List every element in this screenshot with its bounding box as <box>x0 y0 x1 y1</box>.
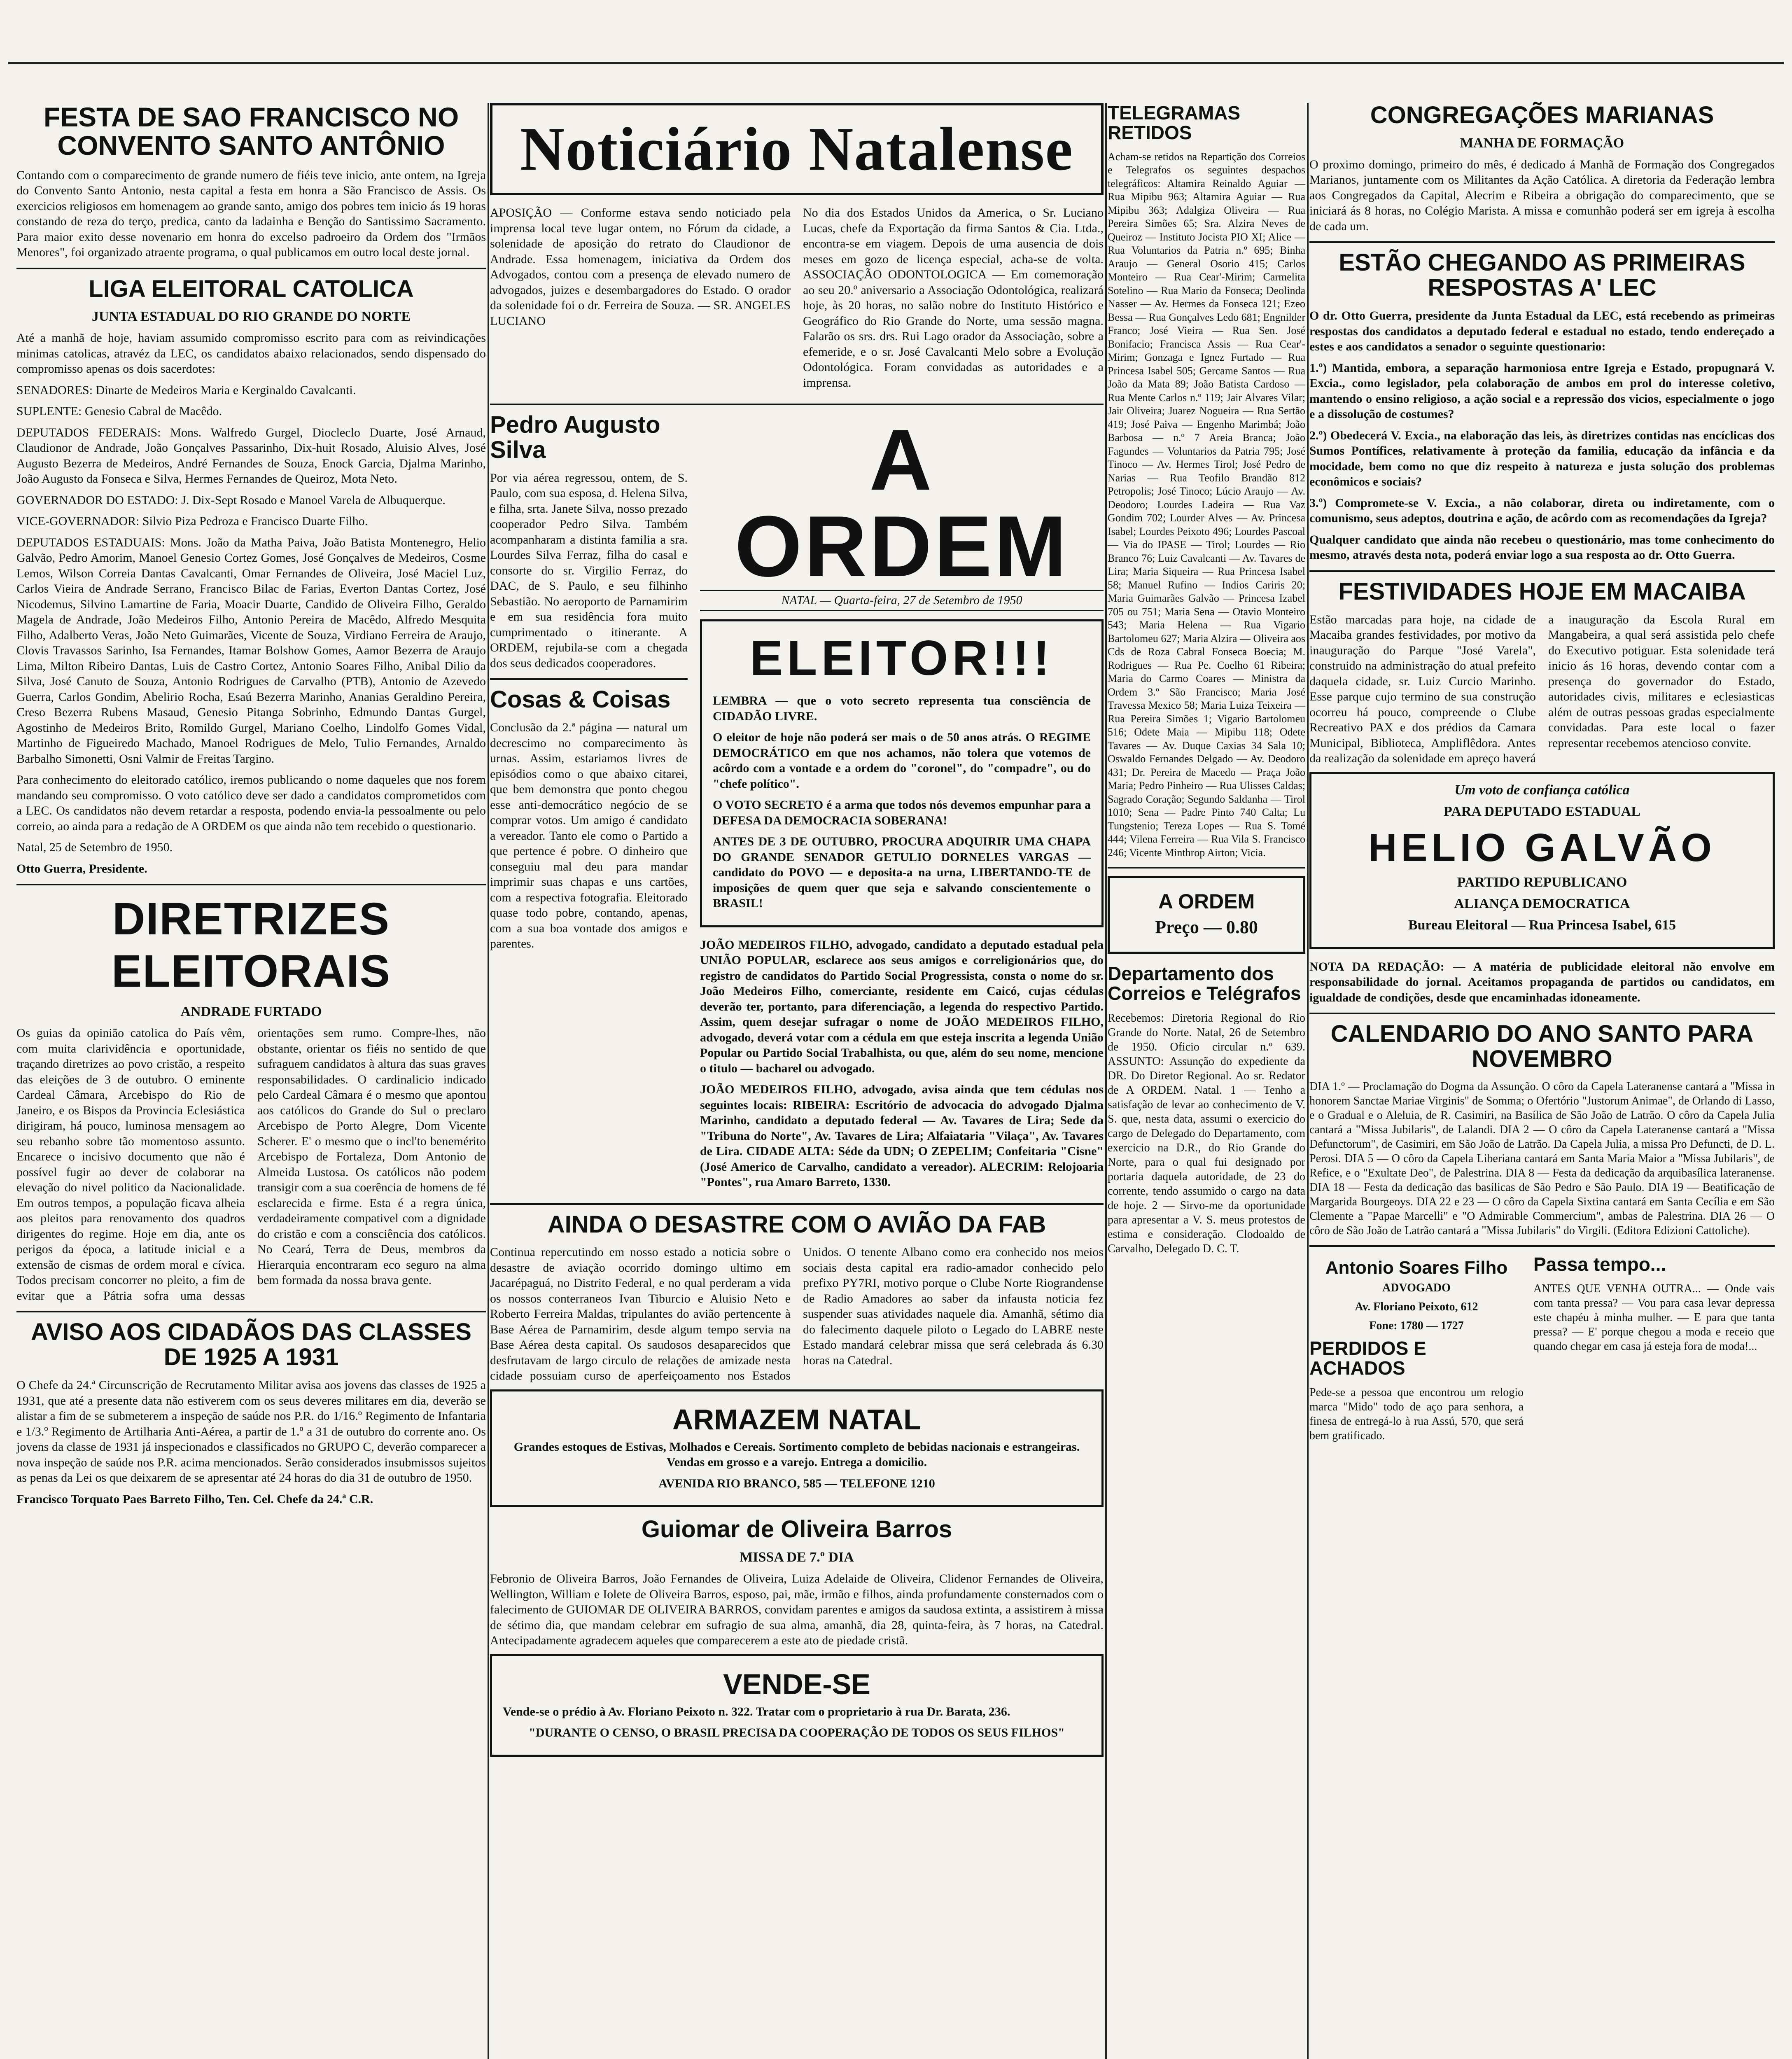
column-right <box>1309 103 1775 1449</box>
armazem-text: Grandes estoques de Estivas, Molhados e Cereais. Sortimento completo de bebidas nacionais e estrangeiras. Vendas em grosso e a varejo. Entrega a domicilio. <box>513 1440 1080 1469</box>
top-rule <box>8 62 1784 64</box>
aviso-signature: Francisco Torquato Paes Barreto Filho, Ten. Cel. Chefe da 24.ª C.R. <box>16 1492 373 1506</box>
preco-box <box>1108 876 1305 954</box>
antonio-role: ADVOGADO <box>1382 1281 1451 1294</box>
a-ordem-masthead: A ORDEM <box>735 411 1069 595</box>
calendario-article <box>1309 1022 1775 1238</box>
antonio-phone: Fone: 1780 — 1727 <box>1369 1319 1464 1332</box>
column-narrow <box>1108 103 1305 1262</box>
estao-chegando-article <box>1309 250 1775 563</box>
armazem-address: AVENIDA RIO BRANCO, 585 — TELEFONE 1210 <box>658 1476 935 1490</box>
eleitor-p2: O VOTO SECRETO é a arma que todos nós devemos empunhar para a DEFESA DA DEMOCRACIA SOBERANA! <box>713 798 1091 827</box>
eleitor-p1: O eleitor de hoje não poderá ser mais o de 50 anos atrás. O REGIME DEMOCRÁTICO em que nos achamos, não tolera que votemos de acôrdo com a vontade e a ordem do "coronel", do "compadre", ou do "chefe político". <box>713 731 1091 791</box>
noticias-left: APOSIÇÃO — Conforme estava sendo noticiado pela imprensa local teve lugar ontem, no Fórum da cidade, a solenidade de aposição do retrato do Claudionor de Andrade. Essa homenagem, iniciativa da Ordem dos Advogados, contou com a presença de elevado numero de advogados, juizes e desembargadores do Estado. O orador da solenidade foi o dr. Ferreira de Souza. — SR. ANGELES LUCIANO <box>490 206 791 328</box>
diretrizes-article <box>16 893 486 1303</box>
column-rule <box>1105 103 1107 2059</box>
guiomar-text: Febronio de Oliveira Barros, João Fernandes de Oliveira, Luiza Adelaide de Oliveira, Clidenor Fernandes de Oliveira, Wellington, William e Iolete de Oliveira Barros, esposo, pai, mãe, irmão e filhos, ainda profundamente consternados com o falecimento de GUIOMAR DE OLIVEIRA BARROS, convidam parentes e amigos da saudosa extinta, a assistirem à missa de sétimo dia, que mandam celebrar em sufragio de sua alma, amanhã, dia 28, quinta-feira, às 7 horas, na Catedral. Antecipadamente agradecem aqueles que comparecerem a este ato de piedade cristã. <box>490 1572 1104 1648</box>
eleitor-box <box>700 619 1104 927</box>
divider <box>16 268 486 269</box>
congregacoes-article <box>1309 103 1775 234</box>
festividades-article <box>1309 579 1775 766</box>
antonio-address: Av. Floriano Peixoto, 612 <box>1355 1300 1478 1313</box>
helio-sub: PARA DEPUTADO ESTADUAL <box>1444 803 1640 819</box>
column-rule <box>488 103 489 2059</box>
vende-title: VENDE-SE <box>723 1668 870 1700</box>
guiomar-notice <box>490 1517 1104 1648</box>
nota-redacao: NOTA DA REDAÇÃO: — A matéria de publicidade eleitoral não envolve em responsabilidade do jornal. Aceitamos propaganda de partidos ou candidatos, em igualdade de condições, desde que encaminhadas idoneamente. <box>1309 959 1775 1004</box>
festa-title: FESTA DE SAO FRANCISCO NO CONVENTO SANTO ANTÔNIO <box>43 102 459 161</box>
liga-governador: GOVERNADOR DO ESTADO: J. Dix-Sept Rosado e Manoel Varela de Albuquerque. <box>16 493 446 507</box>
telegramas-text: Acham-se retidos na Repartição dos Correios e Telegrafos os seguintes despachos telegráficos: Altamira Reinaldo Aguiar — Rua Mipibu 963; Altamira Aguiar — Rua Mipibu 363; Adalgiza Oliveira — Rua Pereira Simões 65; Sra. Alzira Neves de Queiroz — Instituto Jocista PIO XI; Alice — Rua Voluntarios da Patria n.º 695; Binha Araujo — General Osorio 415; Carlos Monteiro — Rua Cear'-Mirim; Carmelita Sotelino — Rua Mario da Fonseca; Deolinda Nasser — Av. Hermes da Fonseca 121; Ezeo Bessa — Rua Gonçalves Ledo 681; Engnilder Franco; José Vieira — Rua Sen. José Bonifacio; Francisca Assis — Rua Cear'-Mirim; Gonzaga e Ignez Furtado — Rua Princesa Isabel 505; Gercame Santos — Rua João da Mata 89; João Batista Cardoso — Rua Mente Carlos n.º 119; Jair Alvares Vilar; Jair Oliveira; Juarez Nogueira — Rua Sertão 419; José Paiva — Engenho Marimbá; João Barbosa — n.º 7 Areia Branca; João Fagundes — Voluntarios da Patria 795; José Tinoco — Av. Hermes Tirol; José Pedro de Narias — Rua Teofilo Brandão 812 Petropolis; José Tinoco; Lúcio Araujo — Av. Deodoro; Lourdes Ladeira — Rua Vaz Gondim 702; Lourder Alves — Av. Princesa Isabel; Lourdes Peixoto 496; Lourdes Pascoal — Via do IPASE — Tirol; Lourdes — Rio Branco 76; Luiz Cavalcanti — Av. Tavares de Lira; Maria Siqueira — Rua Princesa Isabel 58; Manuel Rufino — Indios Cariris 20; Maria Guimarães Galvão — Princesa Izabel 705 ou 751; Maria Sena — Otavio Monteiro 543; Maria Helena — Rua Vigario Bartolomeu 627; Maria Alzira — Oliveira aos Cds de Roza Cabral Fonseca Boecia; M. Rodrigues — Rua Pe. Coelho 61 Ribeira; Maria do Carmo Coares — Ministra da Ordem 3.º São Francisco; Maria José Travessa Mexico 58; Maria Luiza Teixeira — Rua Pereira Simões 1; Vigario Bartolomeu 516; Odete Maia — Mipibu 118; Odete Tavares — Av. Duque Caxias 34 Sala 10; Oswaldo Fernandes Delgado — Av. Deodoro 431; Dr. Pereira de Macedo — Praça João Maria; Pedro Pinheiro — Rua Ulisses Caldas; Sagrado Coração; Segundo Saldanha — Tirol 1010; Sena — Padre Pinto 740 Calta; Lu Tungstenio; Tereza Lopes — Rua S. Tomé 444; Vilena Ferreira — Rua Vila S. Francisco 246; Vicente Minthrop Airton; Vicia. <box>1108 150 1305 859</box>
preco-title: A ORDEM <box>1158 890 1255 913</box>
estao-title: ESTÃO CHEGANDO AS PRIMEIRAS RESPOSTAS A' LEC <box>1339 249 1745 301</box>
divider <box>490 404 1104 405</box>
diretrizes-byline: ANDRADE FURTADO <box>180 1004 322 1020</box>
liga-signature: Otto Guerra, Presidente. <box>16 861 147 875</box>
column-left <box>16 103 486 1513</box>
column-rule <box>1307 103 1309 2059</box>
liga-senadores: SENADORES: Dinarte de Medeiros Maria e Kerginaldo Cavalcanti. <box>16 383 356 397</box>
bottom-right-right <box>1533 1254 1775 1449</box>
departamento-title: Departamento dos Correios e Telégrafos <box>1108 963 1301 1004</box>
estao-q2: 2.º) Obedecerá V. Excia., na elaboração das leis, às diretrizes contidas nas encíclicas dos Sumos Pontífices, relativamente à proteção da familia, educação da infância e da mocidade, bem como no que diz respeito à natureza e justa solução dos problemas econômicos e sociais? <box>1309 428 1775 489</box>
diretrizes-title: DIRETRIZES ELEITORAIS <box>111 894 391 997</box>
preco-label: Preço — 0.80 <box>1155 917 1258 938</box>
desastre-text: Continua repercutindo em nosso estado a noticia sobre o desastre de aviação ocorrido domingo ultimo em Jacarépaguá, no Distrito Federal, e no qual perderam a vida os nossos conterraneos Ivan Tiburcio e Aluisio Neto e Roberto Ferreira Maldas, tripulantes do avião pertencente à Base Aérea de Parnamirim, desde algum tempo servia na Base Aérea desta capital. Os saudosos desaparecidos que desfrutavam de largo circulo de relações de amizade nesta cidade possuiam curso de aperfeiçoamento nos Estados Unidos. O tenente Albano como era conhecido nos meios sociais desta capital era radio-amador conhecido pelo prefixo PY7RI, motivo porque o Clube Norte Riograndense de Radio Amadores ao saber da infausta noticia fez suspender suas atividades naquele dia. Amanhã, sétimo dia do falecimento daquele piloto o Legado do LABRE neste Estado mandará celebrar missa que será celebrada ás 6.30 horas na Catedral. <box>490 1245 1104 1383</box>
liga-subtitle: JUNTA ESTADUAL DO RIO GRANDE DO NORTE <box>92 309 411 324</box>
liga-closing: Para conhecimento do eleitorado católico, iremos publicando o nome daqueles que nos forem mandando seu compromisso. O voto católico deve ser dado a candidatos comprometidos com a LEC. Os candidatos não devem retardar a resposta, podendo envia-la pessoalmente ou pelo correio, ao ainda para a redação de A ORDEM os que ainda não tem recebido o questionario. <box>16 773 486 833</box>
bottom-right-row <box>1309 1254 1775 1449</box>
liga-eleitoral-article <box>16 277 486 877</box>
divider <box>490 1203 1104 1205</box>
perdidos-text: Pede-se a pessoa que encontrou um relogio marca "Mido" todo de aço para senhora, a finesa de entregá-lo à rua Assú, 570, que será bem gratificado. <box>1309 1386 1524 1443</box>
estao-q3: 3.º) Compromete-se V. Excia., a não colaborar, direta ou indiretamente, com o comunismo, seus adeptos, doutrina e ação, de acôrdo com as recomendações da Igreja? <box>1309 496 1775 525</box>
festividades-text: Estão marcadas para hoje, na cidade de Macaiba grandes festividades, por motivo da inauguração do Parque "José Varela", construido na administração do atual prefeito daquela cidade, sr. Luiz Curcio Marinho. Esse parque cujo termino de sua construção ocorreu há pouco, compreende o Clube Recreativo PAX e dos prédios da Camara Municipal, Biblioteca, Ampliflêdora. Antes da realização da solenidade em apreço haverá a inauguração da Escola Rural em Mangabeira, a qual será assistida pelo chefe do Executivo potiguar. Esta solenidade terá inicio ás 16 horas, devendo contar com a presença do governador do Estado, autoridades civis, militares e eclesiasticas além de outras pessoas gradas especialmente convidadas. Para este local o fazer representar recebemos atencioso convite. <box>1309 612 1775 766</box>
aviso-title: AVISO AOS CIDADÃOS DAS CLASSES DE 1925 A 1931 <box>31 1319 471 1371</box>
cosas-text: Conclusão da 2.ª página — natural um decrescimo no comparecimento às urnas. Assim, estariamos livres de episódios como o que abaixo citarei, que bem demonstra que ponto chegou esse anti-democrático negócio de se comprar votos. Um amigo é candidato a vereador. Tanto ele como o Partido a que pertence é pobre. O dinheiro que conseguiu mal deu para mandar imprimir suas chapas e uns cartões, com a respectiva fotografia. Eleitorado quase todo pobre, contando, apenas, com a sua boa vontade dos amigos e parentes. <box>490 721 688 951</box>
cosas-title: Cosas & Coisas <box>490 686 671 713</box>
joao-medeiros-p2: JOÃO MEDEIROS FILHO, advogado, avisa ainda que tem cédulas nos seguintes locais: RIBEIRA: Escritório de advocacia do advogado Djalma Marinho, candidato a deputado federal — Av. Tavares de Lira; Sede da "Tribuna do Norte", Av. Tavares de Lira; Alfaiataria "Vilaça", Av. Tavares de Lira. CIDADE ALTA: Séde da UDN; O ZEPELIM; Confeitaria "Cisne" (José Americo de Carvalho, candidato a vereador). ALECRIM: Relojoaria "Pontes", rua Amaro Barreto, 1330. <box>700 1083 1104 1189</box>
divider <box>1108 867 1305 868</box>
helio-bureau: Bureau Eleitoral — Rua Princesa Isabel, 615 <box>1408 917 1676 933</box>
congregacoes-text: O proximo domingo, primeiro do mês, é dedicado á Manhã de Formação dos Congregados Marianos, juntamente com os Militantes da Ação Católica. A diretoria da Federação lembra aos Congregados da Capital, Alecrim e Ribeira a obrigação do comparecimento, que se iniciará ás 8 horas, no Colégio Marista. A missa e comunhão poderá ser em igreja à escolha de cada um. <box>1309 157 1775 233</box>
helio-header: Um voto de confiança católica <box>1454 782 1630 798</box>
congregacoes-title: CONGREGAÇÕES MARIANAS <box>1370 102 1714 128</box>
calendario-text: DIA 1.º — Proclamação do Dogma da Assunção. O côro da Capela Lateranense cantará a "Missa in honorem Sanctae Mariae Virginis" de Somma; o Ofertório "Justorum Animae", de Orlando di Lasso, e o Gradual e o Aleluia, de R. Casimiri, na Basílica de São João de Latrão. O côro da Capela Julia cantará a "Missa Jubilaris", de Lalandi. DIA 2 — O côro da Capela Lateranense cantará a "Missa Defunctorum", de Casimiri, em São João de Latrão. Da Capela Julia, a missa Pro Defuncti, de D. L. Perosi. DIA 5 — O côro da Capela Liberiana cantará em Santa Maria Maior a "Missa Jubilaris", de Refice, e o "Exultate Deo", de Palestrina. DIA 8 — Festa da dedicação da arquibasílica lateranense. DIA 18 — Festa da dedicação das basílicas de São Pedro e São Paulo. DIA 19 — Beatificação de Margarida Bourgeoys. DIA 22 e 23 — O côro da Capela Sixtina cantará em Santa Cecília e em São Clemente a "Papae Marcelli" e "O Admirable Commercium", ambas de Palestrina. DIA 26 — O côro de São João de Latrão cantará a "Missa Jubilaris" do Virgili. (Editora Edizioni Cattoliche). <box>1309 1080 1775 1237</box>
eleitor-lembra: LEMBRA — que o voto secreto representa tua consciência de CIDADÃO LIVRE. <box>713 694 1091 723</box>
divider <box>16 1311 486 1312</box>
divider <box>1309 241 1775 243</box>
liga-intro: Até a manhã de hoje, haviam assumido compromisso escrito para com as reivindicações minimas catolicas, atravéz da LEC, os candidatos abaixo relacionados, sendo dispensado do compromisso apenas os dois sacerdotes: <box>16 331 486 376</box>
festa-text: Contando com o comparecimento de grande numero de fiéis teve inicio, ante ontem, na Igreja do Convento Santo Antonio, nesta capital a festa em honra a São Francisco de Assis. Os exercicios religiosos em homenagem ao grande santo, amigo dos pobres tem inicio ás 19 horas constando de reza do terço, predica, canto da ladainha e Benção do Santissimo Sacramento. Para maior exito desse novenario em honra do excelso padroeiro da Ordem dos "Irmãos Menores", foi organizado atraente programa, o qual publicamos em outro local deste jornal. <box>16 168 486 259</box>
noticias-right: No dia dos Estados Unidos da America, o Sr. Luciano Lucas, chefe da Exportação da firma Santos & Cia. Ltda., encontra-se em viagem. Depois de uma ausencia de dois meses em gozo de licença especial, acha-se de volta. ASSOCIAÇÃO ODONTOLOGICA — Em comemoração ao seu 20.º aniversario a Associação Odontológica, realizará hoje, às 20 horas, no salão nobre do Instituto Histórico e Geográfico do Rio Grande do Norte, uma sessão magna. Falarão os srs. drs. Rui Lago orador da Associação, sobre a efemeride, e o sr. José Cavalcanti Melo sobre a Evolução Odontológica. Foram convidadas as autoridades e a imprensa. <box>803 206 1104 390</box>
helio-galvao-ad <box>1309 772 1775 949</box>
a-ordem-dateline: NATAL — Quarta-feira, 27 de Setembro de 1950 <box>700 590 1104 611</box>
aviso-article <box>16 1320 486 1507</box>
ordem-row <box>490 413 1104 1196</box>
perdidos-title: PERDIDOS E ACHADOS <box>1309 1337 1426 1379</box>
helio-alliance: ALIANÇA DEMOCRATICA <box>1454 896 1630 911</box>
pedro-title: Pedro Augusto Silva <box>490 411 660 463</box>
divider <box>1309 570 1775 572</box>
divider <box>1309 1013 1775 1014</box>
liga-federais: DEPUTADOS FEDERAIS: Mons. Walfredo Gurgel, Diocleclo Duarte, José Arnaud, Claudionor de Andrade, João Gonçalves Passarinho, Dix-huit Rosado, Aluisio Alves, José Augusto Bezerra de Medeiros, André Fernandes de Souza, Enock Garcia, Djalma Marinho, João Augusto da Fonseca e Silva, Hermes Fernandes de Queiroz, Mota Neto. <box>16 425 486 486</box>
ordem-side-column <box>490 413 688 1196</box>
joao-medeiros-p1: JOÃO MEDEIROS FILHO, advogado, candidato a deputado estadual pela UNIÃO POPULAR, esclarece aos seus amigos e correligionários que, do registro de candidatos do Partido Social Progressista, consta o nome do sr. João Medeiros Filho, comerciante, residente em Caicó, cujas cédulas deverão ter, portanto, para diferenciação, a legenda do respectivo Partido. Assim, quem desejar sufragar o nome de JOÃO MEDEIROS FILHO, advogado, deverá votar com a cédula em que esteja inscrita a legenda União Popular ou Partido Social Trabalhista, ou que, além do seu nome, mencione o titulo — bacharel ou advogado. <box>700 938 1104 1075</box>
desastre-title: AINDA O DESASTRE COM O AVIÃO DA FAB <box>547 1211 1046 1238</box>
antonio-name: Antonio Soares Filho <box>1325 1257 1508 1278</box>
guiomar-sub: MISSA DE 7.º DIA <box>740 1550 854 1565</box>
column-center <box>490 103 1104 1767</box>
pedro-text: Por via aérea regressou, ontem, de S. Paulo, com sua esposa, d. Helena Silva, e filha, srta. Janete Silva, nosso prezado cooperador Pedro Silva. Também acompanharam a distinta familia a sra. Lourdes Silva Ferraz, filha do casal e consorte do sr. Virgilio Ferraz, do DAC, de S. Paulo, e seu filhinho Sebastião. No aeroporto de Parnamirim e em sua residência fora muito cumprimentado o itinerante. A ORDEM, rejubila-se com a chegada dos seus dedicados cooperadores. <box>490 471 688 670</box>
estao-closing: Qualquer candidato que ainda não recebeu o questionário, mas tome conhecimento do mesmo, através desta nota, poderá enviar logo a sua resposta ao dr. Otto Guerra. <box>1309 532 1775 562</box>
desastre-article <box>490 1212 1104 1384</box>
congregacoes-sub: MANHA DE FORMAÇÃO <box>1460 135 1624 151</box>
helio-party: PARTIDO REPUBLICANO <box>1457 874 1627 890</box>
festividades-title: FESTIVIDADES HOJE EM MACAIBA <box>1338 578 1746 605</box>
aviso-text: O Chefe da 24.ª Circunscrição de Recrutamento Militar avisa aos jovens das classes de 1925 a 1931, que até a presente data não estiverem com os seus deveres militares em dia, deverão se alistar a fim de se submeterem a inspeção de saúde nos P.R. do 1/16.º Regimento de Infantaria e 1/3.º Regimento de Artilharia Anti-Aérea, a partir de 1.º a 31 de outubro do corrente ano. Os jovens da classe de 1931 já inspecionados e classificados no GRUPO C, deverão comparecer a nova inspeção de saúde nos P.R. acima mencionados. Serão considerados insubmissos sujeitos as penas da Lei os que deixarem de se apresentar até 24 horas do dia 31 de outubro de 1950. <box>16 1378 486 1485</box>
liga-suplente: SUPLENTE: Genesio Cabral de Macêdo. <box>16 404 222 418</box>
calendario-title: CALENDARIO DO ANO SANTO PARA NOVEMBRO <box>1330 1020 1754 1072</box>
censo-slogan: "DURANTE O CENSO, O BRASIL PRECISA DA COOPERAÇÃO DE TODOS OS SEUS FILHOS" <box>529 1726 1065 1740</box>
armazem-title: ARMAZEM NATAL <box>672 1403 921 1436</box>
liga-title: LIGA ELEITORAL CATOLICA <box>89 275 414 302</box>
vende-text: Vende-se o prédio à Av. Floriano Peixoto n. 322. Tratar com o proprietario à rua Dr. Barata, 236. <box>503 1704 1010 1718</box>
estao-intro: O dr. Otto Guerra, presidente da Junta Estadual da LEC, está recebendo as primeiras respostas dos candidatos a deputado federal e estadual no estado, tendo endereçado a estes e aos candidatos a senador o seguinte questionario: <box>1309 309 1775 354</box>
vende-se-ad <box>490 1654 1104 1757</box>
diretrizes-text: Os guias da opinião catolica do País vêm, com muita clarividência e oportunidade, traçando diretrizes ao povo cristão, a respeito das eleições de 3 de outubro. O eminente Cardeal Câmara, Arcebispo do Rio de Janeiro, e os Bispos da Provincia Eclesiástica dirigiram, há pouco, luminosa mensagem ao seu rebanho sobre tão momentoso assunto. Encarece o incisivo documento que não é possível fugir ao dever de colaborar na elevação do nivel politico da Nacionalidade. Em outros tempos, a população ficava alheia aos pleitos para renovamento dos quadros dirigentes do regime. Hoje em dia, ante os perigos da época, a latitude inicial e a extensão de cismas de ordem moral e cívica. Todos precisam concorrer no pleito, a fim de evitar que a Pátria sofra uma dessas orientações sem rumo. Compre-lhes, não obstante, orientar os fiéis no sentido de que sufraguem candidatos à altura das suas graves responsabilidades. O cardinalicio indicado pelo Cardeal Câmara é o mesmo que apontou aos católicos do Grande do Sul o preclaro Arcebispo de Porto Alegre, Dom Vicente Scherer. E' o mesmo que o incl'to benemérito Arcebispo de Fortaleza, Dom Antonio de Almeida Lustosa. Os católicos não podem transigir com a sua coerência de homens de fé esclarecida e firme. Esta é a regra única, verdadeiramente compativel com a dignidade do cristão e com a consciência dos católicos. No Ceará, Terra de Deus, membros da Hierarquia encontraram eco seguro na alma bem formada da nossa brava gente. <box>16 1026 486 1303</box>
noticias-block <box>490 205 1104 396</box>
estao-q1: 1.º) Mantida, embora, a separação harmoniosa entre Igreja e Estado, propugnará V. Excia., como legislador, pela colaboração de ambos em prol do interesse coletivo, mantendo o ensino religioso, a ação social e a repressão dos vicios, especialmente o jogo e a dissolução de costumes? <box>1309 361 1775 421</box>
liga-estaduais: DEPUTADOS ESTADUAIS: Mons. João da Matha Paiva, João Batista Montenegro, Helio Galvão, Pedro Amorim, Manoel Genesio Cortez Gomes, José Gonçalves de Medeiros, Cosme Lemos, Wilson Correia Dantas Cavalcanti, Omar Fernandes de Oliveira, José Maciel Luz, Carlos Vieira de Andrade Serrano, Francisco Bilac de Farias, Everton Dantas Cortez, José Nicodemus, Silvino Lamartine de Faria, Moacir Duarte, Candido de Oliveira Filho, Geraldo Magela de Andrade, João Medeiros Filho, Antonio Pereira de Macêdo, Alfredo Mesquita Filho, Adalberto Veras, João Neto Guimarães, Vicente de Souza, Virdiano Ferreira de Araujo, Clovis Travassos Sarinho, Isa Fernandes, Itamar Bolshow Gomes, Aamor Bezerra de Araujo Lima, Milton Ribeiro Dantas, Luis de Castro Cortez, Antonio Soares Filho, Anibal Dilio da Silva, José Canuto de Souza, Antonio Rodrigues de Carvalho (PTB), Antonio de Azevedo Guerra, Carlos Gondim, Abelirio Rocha, Esaú Bezerra Marinho, Ananias Geraldino Pereira, Creso Bezerra Rubens Masaud, Genesio Pitanga Sobrinho, Edmundo Dantas Gurgel, Agostinho de Medeiros Brito, Romildo Gurgel, Mariano Coelho, Lindolfo Gomes Vidal, Martinho de Figueiredo Machado, Manoel Rodrigues de Melo, Tulio Fernandes, Arnaldo Barbalho Simonetti, Osni Valmir de Freitas Targino. <box>16 535 486 766</box>
armazem-ad <box>490 1389 1104 1508</box>
divider <box>16 884 486 885</box>
passa-tempo-text: ANTES QUE VENHA OUTRA... — Onde vais com tanta pressa? — Vou para casa levar depressa este chapéu à minha mulher. — E para que tanta pressa? — E' porque chegou a moda e receio que quando chegar em casa já esteja fora de moda!... <box>1533 1282 1775 1353</box>
liga-vice: VICE-GOVERNADOR: Silvio Piza Pedroza e Francisco Duarte Filho. <box>16 514 368 528</box>
helio-name: HELIO GALVÃO <box>1368 825 1716 870</box>
bottom-right-left <box>1309 1254 1524 1449</box>
noticiario-masthead: Noticiário Natalense <box>490 103 1104 195</box>
telegramas-title: TELEGRAMAS RETIDOS <box>1108 102 1240 144</box>
festa-sao-francisco-article <box>16 103 486 260</box>
divider <box>1309 1245 1775 1247</box>
departamento-text: Recebemos: Diretoria Regional do Rio Grande do Norte. Natal, 26 de Setembro de 1950. Oficio circular n.º 639. ASSUNTO: Assunção do expediente da DR. Do Diretor Regional. Ao sr. Redator de A ORDEM. Natal. 1 — Tenho a satisfação de levar ao conhecimento de V. S. que, nesta data, assumi o exercicio do cargo de Delegado do Departamento, com exercicio na D.R., do Rio Grande do Norte, para o qual fui designado por portaria daquela autoridade, de 23 do corrente, tendo assumido o cargo na data de hoje. 2 — Sirvo-me da oportunidade para apresentar a V. S. meus protestos de estima e consideração. Clodoaldo de Carvalho, Delegado D. C. T. <box>1108 1011 1305 1255</box>
eleitor-p3: ANTES DE 3 DE OUTUBRO, PROCURA ADQUIRIR UMA CHAPA DO GRANDE SENADOR GETULIO DORNELES VARGAS — candidato do POVO — e deposita-a na urna, LIBERTANDO-TE de imposições de quem quer que seja e salvando conscientemente o BRASIL! <box>713 835 1091 910</box>
divider <box>490 678 688 680</box>
eleitor-title: ELEITOR!!! <box>750 630 1054 686</box>
guiomar-title: Guiomar de Oliveira Barros <box>641 1516 952 1543</box>
ordem-main-column <box>700 413 1104 1196</box>
passa-tempo-title: Passa tempo... <box>1533 1253 1666 1275</box>
liga-date: Natal, 25 de Setembro de 1950. <box>16 840 173 854</box>
